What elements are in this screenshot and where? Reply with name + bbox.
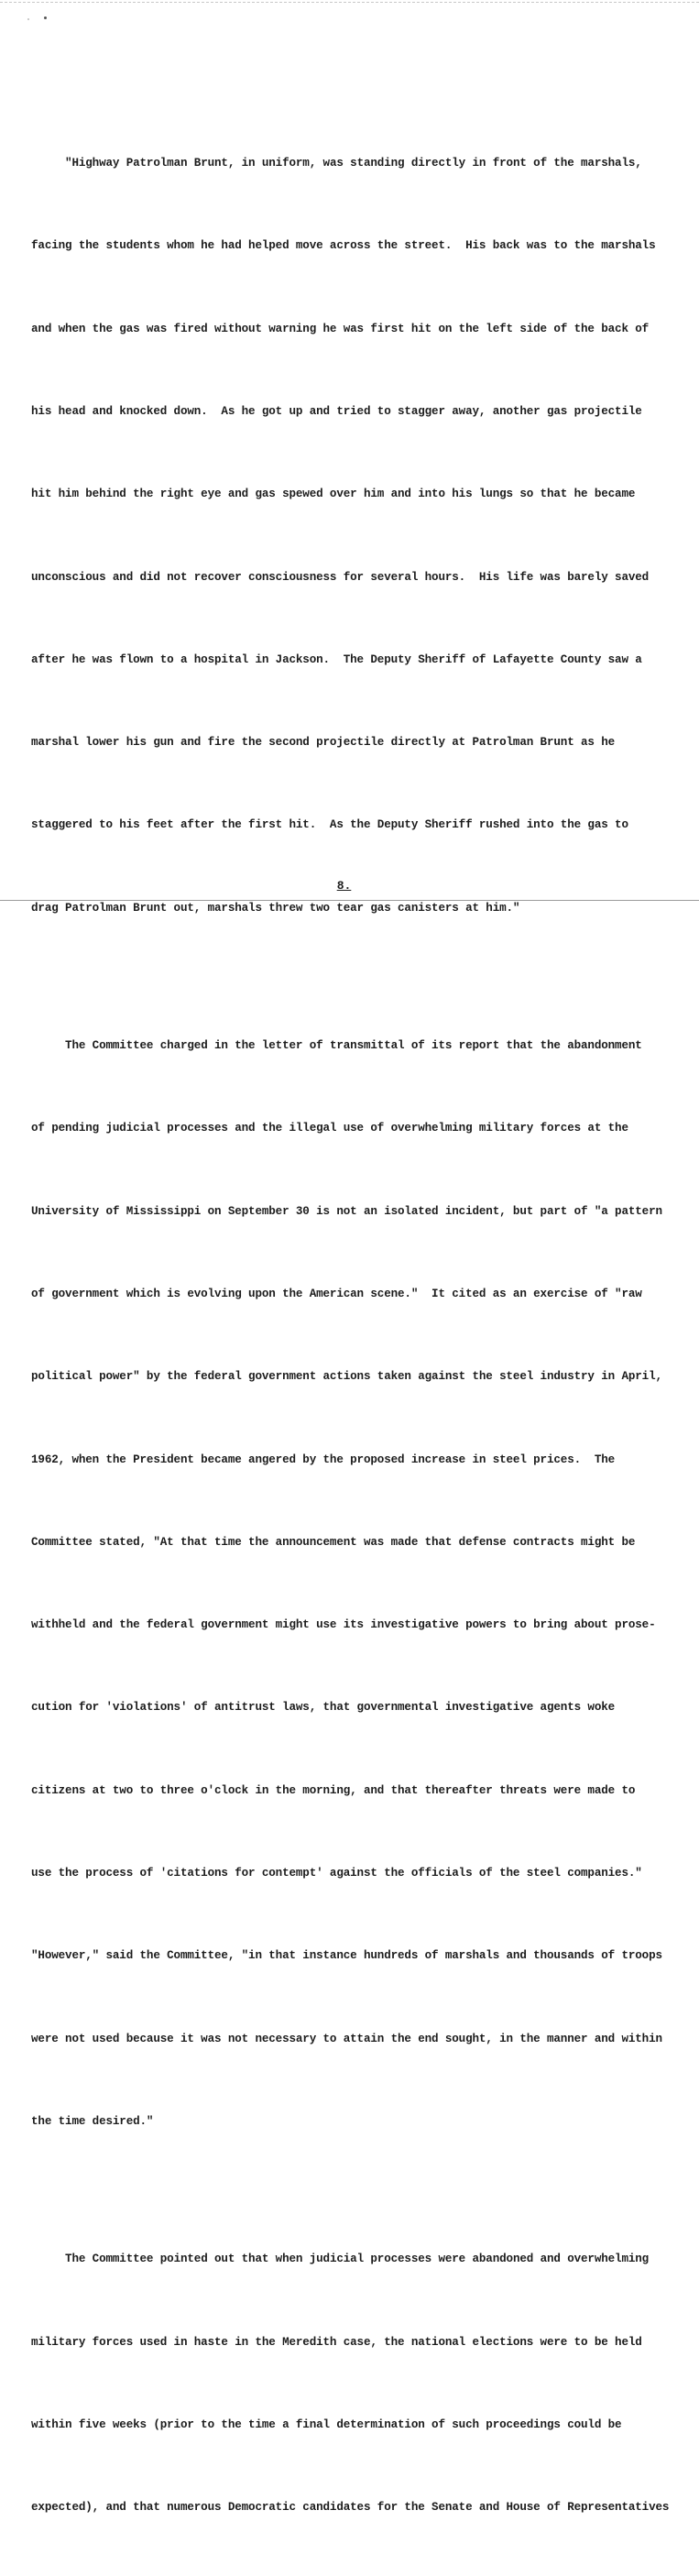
text-line: facing the students whom he had helped move across the street. His back was to the marshals xyxy=(31,239,656,253)
text-line: use the process of 'citations for contempt' against the officials of the steel companies." xyxy=(31,1867,642,1880)
text-line: "However," said the Committee, "in that instance hundreds of marshals and thousands of troops xyxy=(31,1949,662,1963)
text-line: and when the gas was fired without warning he was first hit on the left side of the back of xyxy=(31,322,650,335)
bottom-edge-rule xyxy=(0,900,699,901)
text-line: The Committee pointed out that when judicial processes were abandoned and overwhelming xyxy=(31,2253,650,2266)
text-line: cution for 'violations' of antitrust laws, that governmental investigative agents woke xyxy=(31,1701,616,1715)
text-line: of government which is evolving upon the American scene." It cited as an exercise of "raw xyxy=(31,1288,642,1301)
text-line: the time desired." xyxy=(31,2114,154,2128)
page-number-label: 8. xyxy=(336,879,352,893)
text-line: "Highway Patrolman Brunt, in uniform, was standing directly in front of the marshals, xyxy=(31,157,642,170)
scan-speck xyxy=(44,16,47,19)
scan-speck xyxy=(27,18,29,20)
text-line: of pending judicial processes and the illegal use of overwhelming military forces at the xyxy=(31,1122,628,1135)
top-edge-rule xyxy=(0,2,699,3)
paragraph-quote-brunt xyxy=(31,94,693,977)
text-line: unconscious and did not recover consciousness for several hours. His life was barely saved xyxy=(31,570,650,584)
text-line: citizens at two to three o'clock in the morning, and that thereafter threats were made to xyxy=(31,1783,636,1797)
paragraph-committee-charge xyxy=(31,977,693,2190)
text-line: withheld and the federal government might use its investigative powers to bring about prose- xyxy=(31,1618,656,1632)
text-line: marshal lower his gun and fire the second projectile directly at Patrolman Brunt as he xyxy=(31,736,616,750)
text-line: within five weeks (prior to the time a final determination of such proceedings could be xyxy=(31,2417,622,2431)
text-line: expected), and that numerous Democratic candidates for the Senate and House of Representatives xyxy=(31,2501,670,2515)
text-line: staggered to his feet after the first hit. As the Deputy Sheriff rushed into the gas to xyxy=(31,818,628,832)
text-line: military forces used in haste in the Meredith case, the national elections were to be held xyxy=(31,2335,642,2349)
page-number xyxy=(0,879,699,893)
paragraph-meredith-case xyxy=(31,2190,693,2576)
text-line: political power" by the federal government actions taken against the steel industry in April, xyxy=(31,1370,662,1384)
document-body xyxy=(31,94,693,2576)
text-line: after he was flown to a hospital in Jackson. The Deputy Sheriff of Lafayette County saw a xyxy=(31,652,642,666)
text-line: 1962, when the President became angered by the proposed increase in steel prices. The xyxy=(31,1452,616,1466)
text-line: hit him behind the right eye and gas spewed over him and into his lungs so that he became xyxy=(31,488,636,501)
text-line: The Committee charged in the letter of transmittal of its report that the abandonment xyxy=(31,1039,642,1053)
text-line: drag Patrolman Brunt out, marshals threw two tear gas canisters at him." xyxy=(31,901,520,915)
text-line: Committee stated, "At that time the announcement was made that defense contracts might be xyxy=(31,1535,636,1549)
text-line: his head and knocked down. As he got up and tried to stagger away, another gas projectile xyxy=(31,405,642,419)
text-line: were not used because it was not necessary to attain the end sought, in the manner and within xyxy=(31,2032,662,2045)
text-line: University of Mississippi on September 30 is not an isolated incident, but part of "a pattern xyxy=(31,1204,662,1218)
